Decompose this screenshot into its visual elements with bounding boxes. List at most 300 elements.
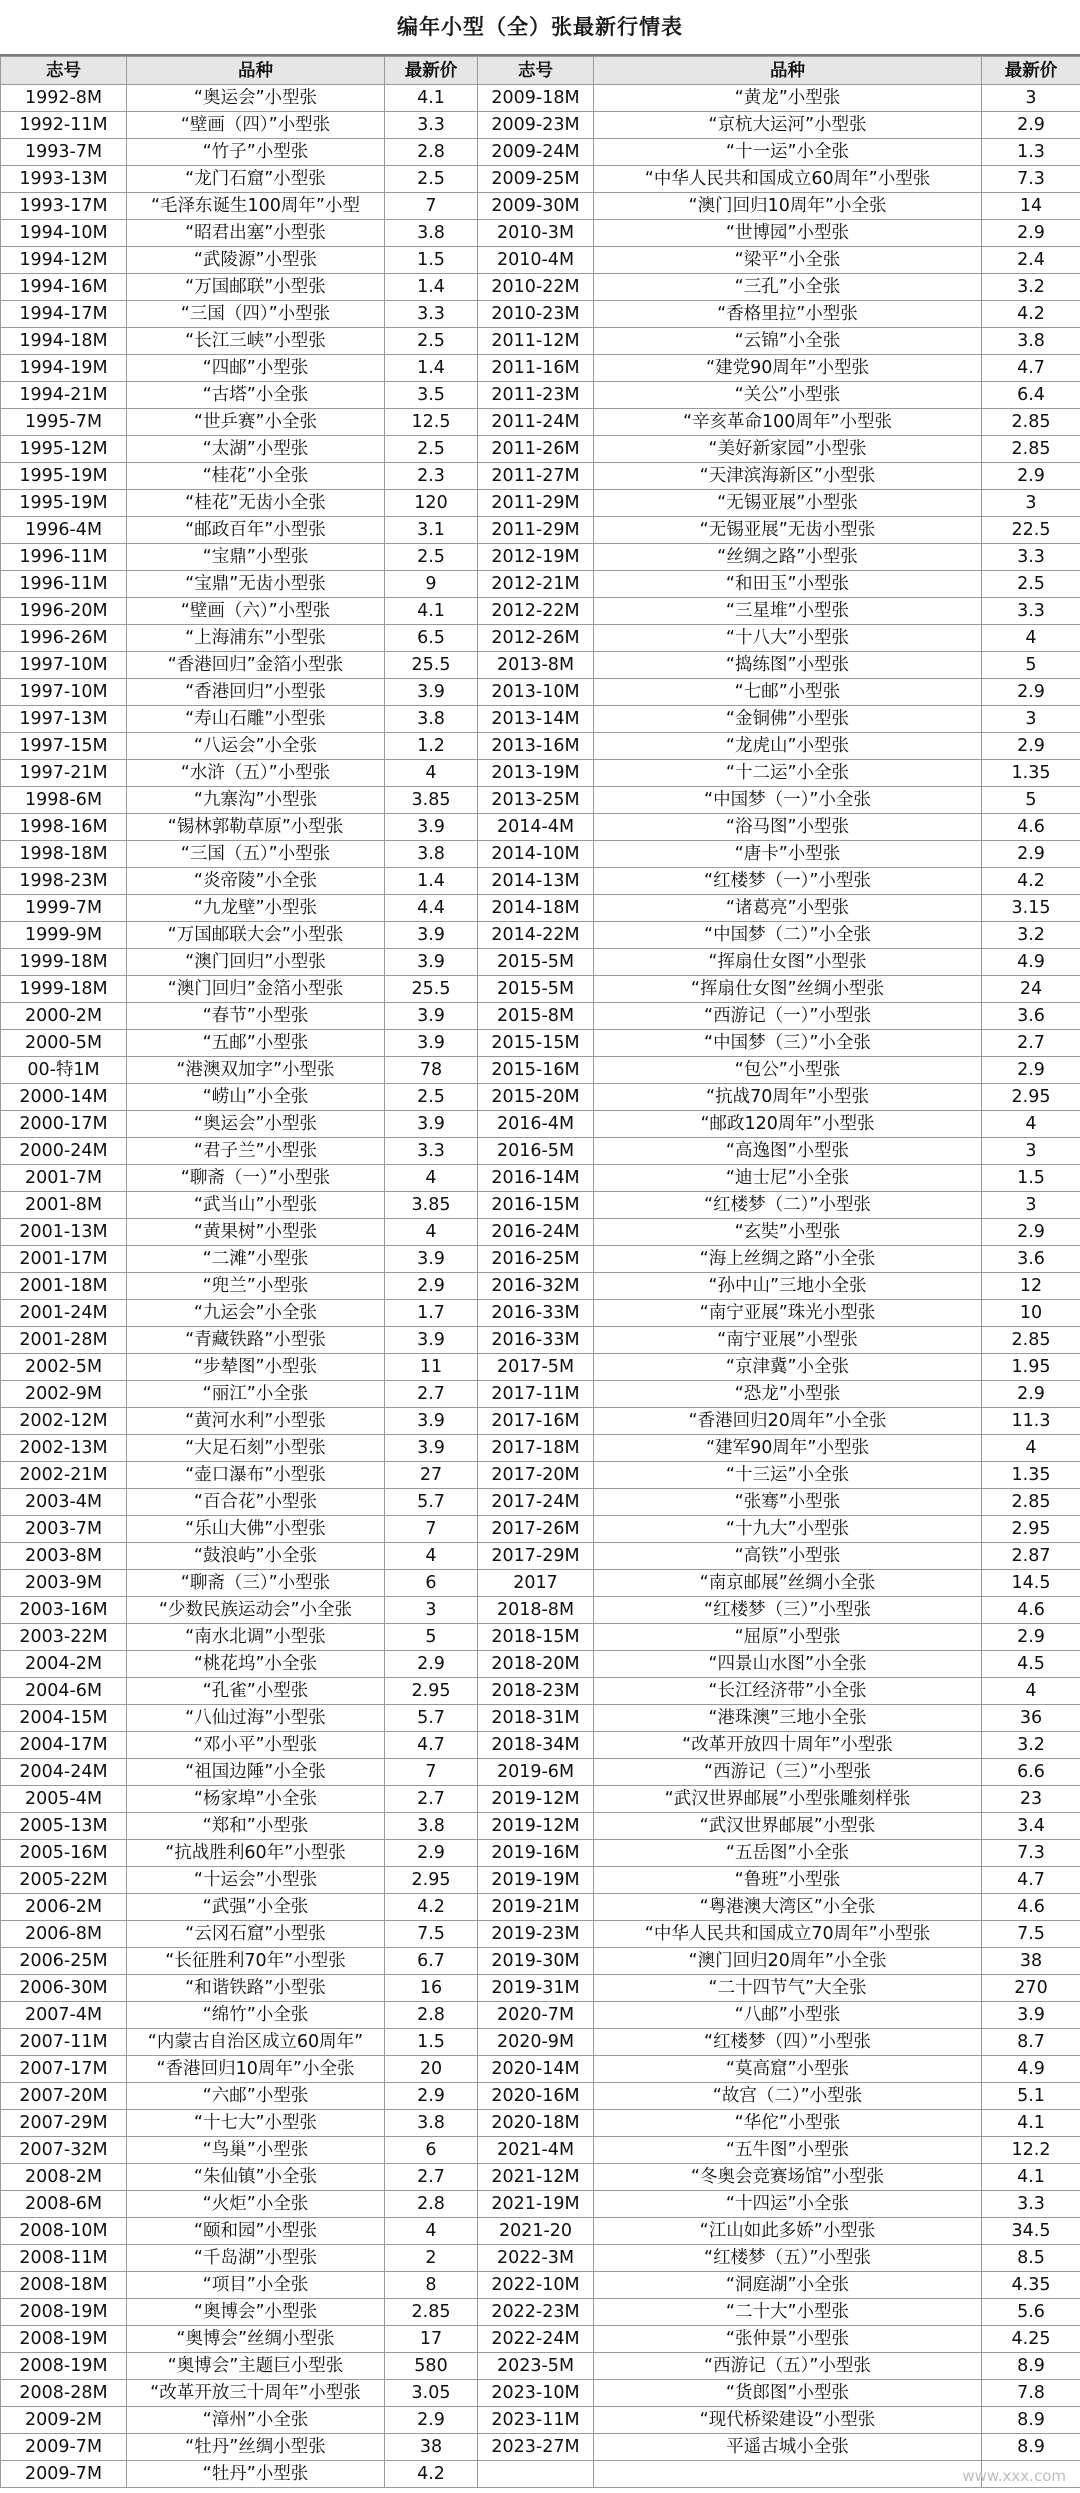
stamp-variety-right: “南宁亚展”小型张 bbox=[594, 1327, 982, 1354]
stamp-variety-right: 平遥古城小全张 bbox=[594, 2434, 982, 2461]
stamp-code-left: 2000-17M bbox=[1, 1111, 127, 1138]
stamp-variety-right: “天津滨海新区”小型张 bbox=[594, 463, 982, 490]
stamp-variety-left: “壁画（四）”小型张 bbox=[127, 112, 385, 139]
stamp-price-left: 3 bbox=[385, 1597, 478, 1624]
stamp-variety-left: “八仙过海”小型张 bbox=[127, 1705, 385, 1732]
stamp-variety-right: “中国梦（二）”小全张 bbox=[594, 922, 982, 949]
stamp-variety-right: “玄奘”小型张 bbox=[594, 1219, 982, 1246]
stamp-variety-right: “十四运”小全张 bbox=[594, 2191, 982, 2218]
stamp-code-left: 00-特1M bbox=[1, 1057, 127, 1084]
stamp-price-right: 4.9 bbox=[982, 949, 1080, 976]
stamp-variety-left: “奥运会”小型张 bbox=[127, 85, 385, 112]
stamp-price-right: 270 bbox=[982, 1975, 1080, 2002]
table-row bbox=[1, 652, 1080, 679]
stamp-code-left: 1993-7M bbox=[1, 139, 127, 166]
stamp-code-right: 2018-8M bbox=[478, 1597, 594, 1624]
column-header-code-right: 志号 bbox=[478, 57, 594, 85]
table-row bbox=[1, 2164, 1080, 2191]
stamp-code-left: 2008-19M bbox=[1, 2353, 127, 2380]
stamp-code-right: 2009-24M bbox=[478, 139, 594, 166]
stamp-code-left: 2003-16M bbox=[1, 1597, 127, 1624]
stamp-price-right: 3.4 bbox=[982, 1813, 1080, 1840]
stamp-price-right: 3.6 bbox=[982, 1003, 1080, 1030]
stamp-variety-right: “冬奥会竞赛场馆”小型张 bbox=[594, 2164, 982, 2191]
table-row bbox=[1, 1516, 1080, 1543]
stamp-price-right: 10 bbox=[982, 1300, 1080, 1327]
stamp-price-right: 5 bbox=[982, 652, 1080, 679]
stamp-code-right: 2018-15M bbox=[478, 1624, 594, 1651]
stamp-code-left: 2006-25M bbox=[1, 1948, 127, 1975]
stamp-price-right: 8.9 bbox=[982, 2434, 1080, 2461]
stamp-price-right: 4.35 bbox=[982, 2272, 1080, 2299]
stamp-variety-right: “孙中山”三地小全张 bbox=[594, 1273, 982, 1300]
stamp-code-left: 2005-13M bbox=[1, 1813, 127, 1840]
stamp-price-left: 3.3 bbox=[385, 301, 478, 328]
table-row bbox=[1, 1246, 1080, 1273]
stamp-code-right: 2019-6M bbox=[478, 1759, 594, 1786]
stamp-variety-left: “桃花坞”小全张 bbox=[127, 1651, 385, 1678]
stamp-code-left: 2007-11M bbox=[1, 2029, 127, 2056]
stamp-variety-left: “杨家埠”小全张 bbox=[127, 1786, 385, 1813]
stamp-price-left: 12.5 bbox=[385, 409, 478, 436]
stamp-price-left: 25.5 bbox=[385, 652, 478, 679]
stamp-price-right: 3.2 bbox=[982, 922, 1080, 949]
table-row bbox=[1, 112, 1080, 139]
column-header-price-right: 最新价 bbox=[982, 57, 1080, 85]
stamp-variety-right: “武汉世界邮展”小型张 bbox=[594, 1813, 982, 1840]
stamp-variety-right: “无锡亚展”无齿小型张 bbox=[594, 517, 982, 544]
stamp-variety-left: “宝鼎”小型张 bbox=[127, 544, 385, 571]
stamp-code-right: 2020-9M bbox=[478, 2029, 594, 2056]
stamp-variety-right: “唐卡”小型张 bbox=[594, 841, 982, 868]
stamp-code-right: 2016-24M bbox=[478, 1219, 594, 1246]
stamp-variety-right: “红楼梦（四）”小型张 bbox=[594, 2029, 982, 2056]
stamp-code-left: 2000-24M bbox=[1, 1138, 127, 1165]
stamp-variety-left: “十运会”小型张 bbox=[127, 1867, 385, 1894]
stamp-price-left: 2.95 bbox=[385, 1867, 478, 1894]
stamp-price-left: 6.7 bbox=[385, 1948, 478, 1975]
stamp-code-left: 2008-11M bbox=[1, 2245, 127, 2272]
stamp-code-right: 2010-23M bbox=[478, 301, 594, 328]
stamp-price-right: 2.9 bbox=[982, 463, 1080, 490]
stamp-price-left: 2.8 bbox=[385, 2191, 478, 2218]
table-row bbox=[1, 274, 1080, 301]
stamp-code-right: 2022-23M bbox=[478, 2299, 594, 2326]
stamp-variety-left: “澳门回归”金箔小型张 bbox=[127, 976, 385, 1003]
stamp-variety-left: “古塔”小全张 bbox=[127, 382, 385, 409]
stamp-variety-right: “八邮”小型张 bbox=[594, 2002, 982, 2029]
table-row bbox=[1, 1165, 1080, 1192]
stamp-variety-left: “昭君出塞”小型张 bbox=[127, 220, 385, 247]
stamp-code-left: 2009-7M bbox=[1, 2461, 127, 2488]
stamp-variety-left: “奥运会”小型张 bbox=[127, 1111, 385, 1138]
stamp-price-left: 16 bbox=[385, 1975, 478, 2002]
stamp-code-left: 2004-17M bbox=[1, 1732, 127, 1759]
stamp-code-left: 1996-26M bbox=[1, 625, 127, 652]
table-row bbox=[1, 1624, 1080, 1651]
stamp-variety-left: “步辇图”小型张 bbox=[127, 1354, 385, 1381]
stamp-code-left: 2006-8M bbox=[1, 1921, 127, 1948]
table-row bbox=[1, 1975, 1080, 2002]
stamp-price-left: 1.2 bbox=[385, 733, 478, 760]
stamp-price-right: 3.3 bbox=[982, 598, 1080, 625]
stamp-price-left: 580 bbox=[385, 2353, 478, 2380]
stamp-price-right: 1.3 bbox=[982, 139, 1080, 166]
stamp-price-left: 3.9 bbox=[385, 1246, 478, 1273]
stamp-price-left: 1.5 bbox=[385, 247, 478, 274]
stamp-variety-right: “龙虎山”小型张 bbox=[594, 733, 982, 760]
stamp-price-left: 3.9 bbox=[385, 922, 478, 949]
stamp-price-right: 2.87 bbox=[982, 1543, 1080, 1570]
stamp-price-right: 7.3 bbox=[982, 1840, 1080, 1867]
stamp-price-right: 3 bbox=[982, 85, 1080, 112]
table-row bbox=[1, 1597, 1080, 1624]
stamp-variety-left: “少数民族运动会”小全张 bbox=[127, 1597, 385, 1624]
stamp-price-right: 4.6 bbox=[982, 1894, 1080, 1921]
stamp-variety-right: “建党90周年”小型张 bbox=[594, 355, 982, 382]
stamp-variety-left: “黄河水利”小型张 bbox=[127, 1408, 385, 1435]
stamp-variety-left: “炎帝陵”小全张 bbox=[127, 868, 385, 895]
stamp-code-right: 2014-13M bbox=[478, 868, 594, 895]
price-table bbox=[0, 56, 1080, 2488]
stamp-code-left: 2004-15M bbox=[1, 1705, 127, 1732]
stamp-price-right: 7.8 bbox=[982, 2380, 1080, 2407]
stamp-price-right: 3 bbox=[982, 706, 1080, 733]
stamp-price-right: 2.9 bbox=[982, 1057, 1080, 1084]
stamp-price-left: 5.7 bbox=[385, 1705, 478, 1732]
stamp-variety-right: “粤港澳大湾区”小全张 bbox=[594, 1894, 982, 1921]
stamp-price-left: 2.5 bbox=[385, 328, 478, 355]
stamp-code-right: 2020-14M bbox=[478, 2056, 594, 2083]
stamp-code-left: 2001-13M bbox=[1, 1219, 127, 1246]
stamp-code-left: 2002-21M bbox=[1, 1462, 127, 1489]
stamp-variety-right: “和田玉”小型张 bbox=[594, 571, 982, 598]
stamp-code-right: 2009-18M bbox=[478, 85, 594, 112]
stamp-price-right: 4.25 bbox=[982, 2326, 1080, 2353]
table-row bbox=[1, 733, 1080, 760]
table-row bbox=[1, 1111, 1080, 1138]
stamp-price-left: 6.5 bbox=[385, 625, 478, 652]
stamp-variety-left: “奥博会”主题巨小型张 bbox=[127, 2353, 385, 2380]
stamp-price-left: 20 bbox=[385, 2056, 478, 2083]
table-row bbox=[1, 1030, 1080, 1057]
stamp-code-left: 2005-22M bbox=[1, 1867, 127, 1894]
stamp-price-left: 2.5 bbox=[385, 166, 478, 193]
stamp-price-left: 2.85 bbox=[385, 2299, 478, 2326]
stamp-variety-right: “二十大”小型张 bbox=[594, 2299, 982, 2326]
stamp-price-right: 38 bbox=[982, 1948, 1080, 1975]
stamp-price-left: 2.5 bbox=[385, 436, 478, 463]
stamp-code-left: 2001-8M bbox=[1, 1192, 127, 1219]
stamp-code-left: 2007-32M bbox=[1, 2137, 127, 2164]
stamp-variety-left: “火炬”小全张 bbox=[127, 2191, 385, 2218]
stamp-variety-left: “乐山大佛”小型张 bbox=[127, 1516, 385, 1543]
stamp-code-left: 2003-9M bbox=[1, 1570, 127, 1597]
table-row bbox=[1, 598, 1080, 625]
stamp-price-left: 3.85 bbox=[385, 1192, 478, 1219]
stamp-price-right: 2.95 bbox=[982, 1084, 1080, 1111]
table-row bbox=[1, 490, 1080, 517]
stamp-price-right: 4 bbox=[982, 1111, 1080, 1138]
stamp-price-right: 3 bbox=[982, 1138, 1080, 1165]
stamp-variety-right: “诸葛亮”小型张 bbox=[594, 895, 982, 922]
table-row bbox=[1, 2407, 1080, 2434]
stamp-code-left: 1998-16M bbox=[1, 814, 127, 841]
stamp-code-left: 2002-12M bbox=[1, 1408, 127, 1435]
stamp-code-right: 2014-18M bbox=[478, 895, 594, 922]
stamp-variety-left: “万国邮联”小型张 bbox=[127, 274, 385, 301]
table-row bbox=[1, 301, 1080, 328]
stamp-price-left: 4.2 bbox=[385, 2461, 478, 2488]
stamp-variety-right: “京杭大运河”小型张 bbox=[594, 112, 982, 139]
stamp-price-right: 4.5 bbox=[982, 1651, 1080, 1678]
stamp-variety-left: “牡丹”丝绸小型张 bbox=[127, 2434, 385, 2461]
stamp-price-right: 4.1 bbox=[982, 2164, 1080, 2191]
stamp-price-right: 4.2 bbox=[982, 301, 1080, 328]
stamp-code-right: 2017-24M bbox=[478, 1489, 594, 1516]
table-row bbox=[1, 2110, 1080, 2137]
stamp-variety-left: “长征胜利70年”小型张 bbox=[127, 1948, 385, 1975]
table-row bbox=[1, 1408, 1080, 1435]
stamp-code-left: 2008-28M bbox=[1, 2380, 127, 2407]
stamp-price-left: 3.9 bbox=[385, 949, 478, 976]
table-row bbox=[1, 1003, 1080, 1030]
stamp-code-left: 1994-19M bbox=[1, 355, 127, 382]
stamp-variety-left: “崂山”小全张 bbox=[127, 1084, 385, 1111]
stamp-variety-right: “十三运”小全张 bbox=[594, 1462, 982, 1489]
stamp-variety-left: “丽江”小全张 bbox=[127, 1381, 385, 1408]
stamp-price-right: 2.9 bbox=[982, 841, 1080, 868]
table-row bbox=[1, 2002, 1080, 2029]
stamp-code-right: 2013-10M bbox=[478, 679, 594, 706]
table-row bbox=[1, 1705, 1080, 1732]
stamp-code-right: 2016-32M bbox=[478, 1273, 594, 1300]
stamp-variety-right: “美好新家园”小型张 bbox=[594, 436, 982, 463]
table-row bbox=[1, 1651, 1080, 1678]
stamp-code-right: 2019-12M bbox=[478, 1786, 594, 1813]
stamp-code-left: 1992-11M bbox=[1, 112, 127, 139]
stamp-variety-right: “澳门回归10周年”小全张 bbox=[594, 193, 982, 220]
stamp-code-right: 2017-20M bbox=[478, 1462, 594, 1489]
stamp-variety-left: “君子兰”小型张 bbox=[127, 1138, 385, 1165]
stamp-price-left: 3.1 bbox=[385, 517, 478, 544]
table-row bbox=[1, 1138, 1080, 1165]
stamp-code-left: 2000-2M bbox=[1, 1003, 127, 1030]
stamp-code-right: 2023-27M bbox=[478, 2434, 594, 2461]
stamp-variety-left: “黄果树”小型张 bbox=[127, 1219, 385, 1246]
stamp-code-right: 2018-23M bbox=[478, 1678, 594, 1705]
stamp-price-right: 3.3 bbox=[982, 2191, 1080, 2218]
stamp-code-left: 1992-8M bbox=[1, 85, 127, 112]
stamp-price-left: 9 bbox=[385, 571, 478, 598]
stamp-code-left: 2005-4M bbox=[1, 1786, 127, 1813]
stamp-price-left: 3.9 bbox=[385, 1003, 478, 1030]
stamp-code-left: 2006-2M bbox=[1, 1894, 127, 1921]
stamp-variety-right: “高铁”小型张 bbox=[594, 1543, 982, 1570]
stamp-variety-right: “高逸图”小型张 bbox=[594, 1138, 982, 1165]
table-row bbox=[1, 1867, 1080, 1894]
stamp-price-left: 2.7 bbox=[385, 1786, 478, 1813]
stamp-variety-left: “上海浦东”小型张 bbox=[127, 625, 385, 652]
stamp-price-right: 2.95 bbox=[982, 1516, 1080, 1543]
stamp-code-right: 2013-14M bbox=[478, 706, 594, 733]
stamp-variety-right: “无锡亚展”小型张 bbox=[594, 490, 982, 517]
stamp-variety-left: “百合花”小型张 bbox=[127, 1489, 385, 1516]
stamp-variety-right: “华佗”小型张 bbox=[594, 2110, 982, 2137]
stamp-code-right: 2016-33M bbox=[478, 1300, 594, 1327]
stamp-code-left: 1996-11M bbox=[1, 571, 127, 598]
stamp-code-left: 2009-2M bbox=[1, 2407, 127, 2434]
stamp-code-right: 2022-10M bbox=[478, 2272, 594, 2299]
stamp-variety-left: “香港回归”小型张 bbox=[127, 679, 385, 706]
stamp-price-left: 3.8 bbox=[385, 1813, 478, 1840]
stamp-code-left: 2003-4M bbox=[1, 1489, 127, 1516]
stamp-code-right: 2013-8M bbox=[478, 652, 594, 679]
stamp-variety-right: “洞庭湖”小全张 bbox=[594, 2272, 982, 2299]
stamp-price-left: 3.9 bbox=[385, 1111, 478, 1138]
stamp-variety-left: “九龙壁”小型张 bbox=[127, 895, 385, 922]
stamp-code-right: 2023-11M bbox=[478, 2407, 594, 2434]
stamp-price-right: 5.1 bbox=[982, 2083, 1080, 2110]
stamp-code-right: 2019-31M bbox=[478, 1975, 594, 2002]
stamp-variety-left: “青藏铁路”小型张 bbox=[127, 1327, 385, 1354]
table-row bbox=[1, 1057, 1080, 1084]
stamp-code-right: 2011-16M bbox=[478, 355, 594, 382]
stamp-variety-left: “十七大”小型张 bbox=[127, 2110, 385, 2137]
stamp-price-left: 7 bbox=[385, 193, 478, 220]
stamp-price-right: 3 bbox=[982, 490, 1080, 517]
stamp-variety-left: “壁画（六）”小型张 bbox=[127, 598, 385, 625]
stamp-variety-left: “兜兰”小型张 bbox=[127, 1273, 385, 1300]
stamp-price-left: 4.1 bbox=[385, 85, 478, 112]
stamp-price-right: 7.5 bbox=[982, 1921, 1080, 1948]
stamp-price-left: 1.7 bbox=[385, 1300, 478, 1327]
stamp-price-left: 4 bbox=[385, 1543, 478, 1570]
stamp-variety-right: “中华人民共和国成立70周年”小型张 bbox=[594, 1921, 982, 1948]
stamp-price-left: 4.7 bbox=[385, 1732, 478, 1759]
stamp-code-left: 2003-8M bbox=[1, 1543, 127, 1570]
stamp-price-right: 7.3 bbox=[982, 166, 1080, 193]
stamp-variety-right: “三孔”小全张 bbox=[594, 274, 982, 301]
column-header-variety-left: 品种 bbox=[127, 57, 385, 85]
stamp-code-right: 2010-22M bbox=[478, 274, 594, 301]
stamp-code-left: 1999-9M bbox=[1, 922, 127, 949]
stamp-price-right: 2.9 bbox=[982, 733, 1080, 760]
stamp-price-left: 4.1 bbox=[385, 598, 478, 625]
table-row bbox=[1, 1948, 1080, 1975]
stamp-variety-right: “五牛图”小型张 bbox=[594, 2137, 982, 2164]
table-row bbox=[1, 436, 1080, 463]
stamp-code-left: 2008-6M bbox=[1, 2191, 127, 2218]
stamp-code-left: 2008-10M bbox=[1, 2218, 127, 2245]
stamp-variety-left: “壶口瀑布”小型张 bbox=[127, 1462, 385, 1489]
stamp-variety-left: “二滩”小型张 bbox=[127, 1246, 385, 1273]
stamp-price-left: 1.5 bbox=[385, 2029, 478, 2056]
stamp-price-left: 3.8 bbox=[385, 706, 478, 733]
stamp-code-right: 2010-3M bbox=[478, 220, 594, 247]
stamp-code-right: 2021-20 bbox=[478, 2218, 594, 2245]
stamp-variety-right: “十九大”小型张 bbox=[594, 1516, 982, 1543]
stamp-price-right: 3 bbox=[982, 1192, 1080, 1219]
stamp-variety-left: “云冈石窟”小型张 bbox=[127, 1921, 385, 1948]
table-row bbox=[1, 895, 1080, 922]
stamp-price-left: 27 bbox=[385, 1462, 478, 1489]
stamp-price-left: 3.9 bbox=[385, 1030, 478, 1057]
stamp-variety-left: “武当山”小型张 bbox=[127, 1192, 385, 1219]
stamp-code-left: 1994-10M bbox=[1, 220, 127, 247]
stamp-variety-right: “梁平”小全张 bbox=[594, 247, 982, 274]
stamp-code-right: 2015-15M bbox=[478, 1030, 594, 1057]
stamp-code-left: 2008-2M bbox=[1, 2164, 127, 2191]
stamp-variety-left: “三国（五）”小型张 bbox=[127, 841, 385, 868]
stamp-code-right: 2019-16M bbox=[478, 1840, 594, 1867]
stamp-code-left: 1998-6M bbox=[1, 787, 127, 814]
stamp-price-left: 2.5 bbox=[385, 1084, 478, 1111]
stamp-code-right: 2017-5M bbox=[478, 1354, 594, 1381]
stamp-price-right: 4.2 bbox=[982, 868, 1080, 895]
stamp-price-left: 2.8 bbox=[385, 2002, 478, 2029]
stamp-code-right: 2020-16M bbox=[478, 2083, 594, 2110]
stamp-variety-left: “奥博会”丝绸小型张 bbox=[127, 2326, 385, 2353]
stamp-price-left: 2.9 bbox=[385, 1651, 478, 1678]
stamp-price-right: 2.9 bbox=[982, 220, 1080, 247]
stamp-price-right: 3.9 bbox=[982, 2002, 1080, 2029]
stamp-variety-left: “六邮”小型张 bbox=[127, 2083, 385, 2110]
stamp-variety-right: “红楼梦（二）”小型张 bbox=[594, 1192, 982, 1219]
stamp-code-left: 1996-20M bbox=[1, 598, 127, 625]
stamp-variety-right: “七邮”小型张 bbox=[594, 679, 982, 706]
stamp-price-right: 12 bbox=[982, 1273, 1080, 1300]
stamp-code-left: 1999-18M bbox=[1, 949, 127, 976]
stamp-price-left: 1.4 bbox=[385, 355, 478, 382]
stamp-variety-right: “屈原”小型张 bbox=[594, 1624, 982, 1651]
stamp-price-left: 2.9 bbox=[385, 2083, 478, 2110]
stamp-variety-left: “春节”小型张 bbox=[127, 1003, 385, 1030]
stamp-code-left: 1996-4M bbox=[1, 517, 127, 544]
stamp-variety-right: “云锦”小全张 bbox=[594, 328, 982, 355]
table-row bbox=[1, 247, 1080, 274]
stamp-code-right: 2013-19M bbox=[478, 760, 594, 787]
stamp-price-right: 14 bbox=[982, 193, 1080, 220]
table-row bbox=[1, 2380, 1080, 2407]
table-row bbox=[1, 1192, 1080, 1219]
stamp-price-left: 5 bbox=[385, 1624, 478, 1651]
stamp-code-right: 2019-21M bbox=[478, 1894, 594, 1921]
table-row bbox=[1, 976, 1080, 1003]
stamp-code-left: 2001-7M bbox=[1, 1165, 127, 1192]
table-row bbox=[1, 1084, 1080, 1111]
stamp-price-right: 4 bbox=[982, 1678, 1080, 1705]
stamp-variety-left: “四邮”小型张 bbox=[127, 355, 385, 382]
stamp-variety-right: “江山如此多娇”小型张 bbox=[594, 2218, 982, 2245]
stamp-code-left: 2003-7M bbox=[1, 1516, 127, 1543]
stamp-code-right: 2022-3M bbox=[478, 2245, 594, 2272]
stamp-variety-left: “改革开放三十周年”小型张 bbox=[127, 2380, 385, 2407]
stamp-price-left: 6 bbox=[385, 1570, 478, 1597]
table-row bbox=[1, 2434, 1080, 2461]
stamp-code-left: 1993-17M bbox=[1, 193, 127, 220]
stamp-code-left: 1995-12M bbox=[1, 436, 127, 463]
stamp-price-right: 2.9 bbox=[982, 1381, 1080, 1408]
stamp-code-right: 2023-10M bbox=[478, 2380, 594, 2407]
stamp-variety-left: “内蒙古自治区成立60周年” bbox=[127, 2029, 385, 2056]
stamp-variety-right: “十二运”小全张 bbox=[594, 760, 982, 787]
stamp-code-left: 1994-18M bbox=[1, 328, 127, 355]
table-row bbox=[1, 2083, 1080, 2110]
stamp-variety-left: “三国（四）”小型张 bbox=[127, 301, 385, 328]
stamp-variety-left: “南水北调”小型张 bbox=[127, 1624, 385, 1651]
stamp-price-right: 2.9 bbox=[982, 112, 1080, 139]
